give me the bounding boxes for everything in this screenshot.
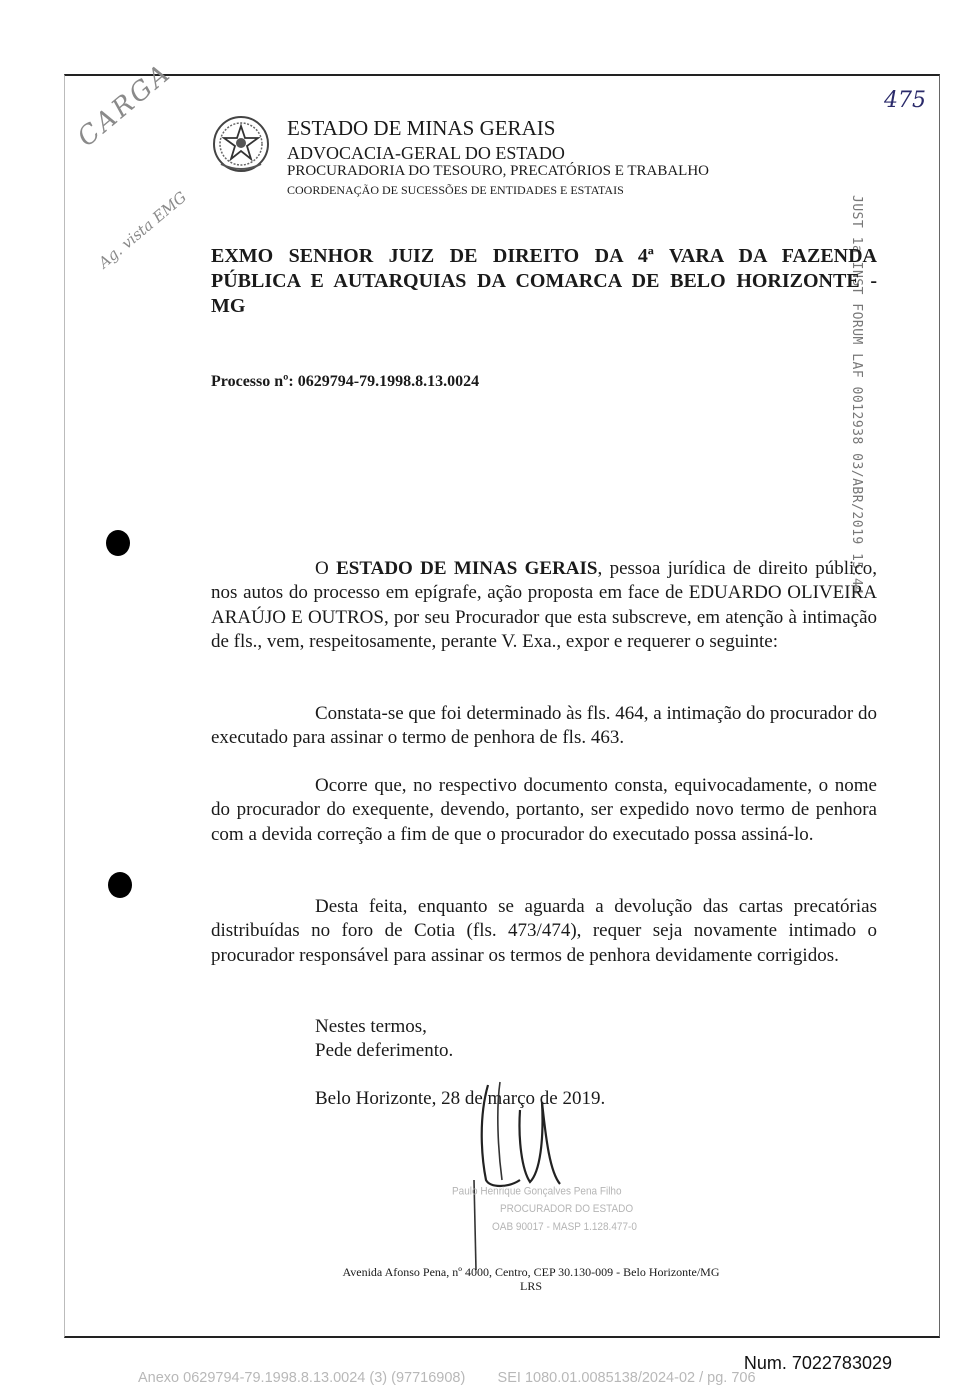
handwritten-vista: Ag. vista EMG: [95, 187, 191, 272]
intro-party: ESTADO DE MINAS GERAIS: [336, 558, 598, 579]
addressee-line2: PÚBLICA E AUTARQUIAS DA COMARCA DE BELO HORIZONTE -: [211, 270, 877, 292]
handwritten-page-number: 475: [884, 88, 926, 113]
signature-icon: [460, 1080, 600, 1270]
header-agency: ADVOCACIA-GERAL DO ESTADO: [287, 143, 565, 163]
signer-registration: OAB 90017 - MASP 1.128.477-0: [492, 1221, 637, 1234]
intro-rest: , pessoa jurídica de direito público, nos autos do processo em epígrafe, ação proposta em face de EDUARDO OLIVEIRA ARAÚJO E OUTROS, por seu Procurador que esta subscreve, em atenção à intimação de fls., vem, respeitosamente, perante V. Exa., expor e requerer o seguinte:: [211, 558, 877, 653]
header-department: PROCURADORIA DO TESOURO, PRECATÓRIOS E TRABALHO: [287, 163, 709, 179]
addressee: [211, 244, 877, 319]
header-coordination: COORDENAÇÃO DE SUCESSÕES DE ENTIDADES E ESTATAIS: [287, 183, 624, 197]
punch-hole: [106, 530, 130, 556]
punch-hole: [108, 872, 132, 898]
header-state: ESTADO DE MINAS GERAIS: [287, 116, 556, 140]
date-line: Belo Horizonte, 28 de março de 2019.: [315, 1088, 606, 1109]
closing-line1: Nestes termos,: [315, 1016, 427, 1037]
footer-address: Avenida Afonso Pena, nº 4000, Centro, CEP 30.130-009 - Belo Horizonte/MG: [342, 1265, 720, 1279]
document-id: Num. 7022783029: [743, 1353, 892, 1373]
process-number: Processo nº: 0629794-79.1998.8.13.0024: [211, 373, 480, 390]
addressee-line3: MG: [211, 295, 246, 317]
signer-name: Paulo Henrique Gonçalves Pena Filho: [452, 1185, 622, 1198]
signer-title: PROCURADOR DO ESTADO: [500, 1203, 634, 1216]
paragraph-intro: [211, 557, 877, 655]
signature-stamp: [452, 1184, 637, 1237]
closing-line2: Pede deferimento.: [315, 1040, 454, 1062]
closing: [315, 1015, 715, 1064]
addressee-line1: EXMO SENHOR JUIZ DE DIREITO DA 4ª VARA DA FAZENDA: [211, 245, 877, 267]
footer-initials: LRS: [519, 1279, 542, 1293]
paragraph-2: [211, 702, 877, 751]
protocol-stamp: JUST 1a INST FORUM LAF 0012938 03/ABR/2019 15:44: [849, 195, 864, 595]
intro-lead: O: [315, 558, 337, 579]
paragraph-4-text: Desta feita, enquanto se aguarda a devolução das cartas precatórias distribuídas no foro de Cotia (fls. 473/474), requer seja novamente intimado o procurador responsável para assinar os termos de penhora devidamente corrigidos.: [211, 896, 877, 966]
paragraph-4: [211, 895, 877, 968]
footer-address-block: [0, 1265, 970, 1293]
paragraph-3: [211, 774, 877, 847]
paragraph-3-text: Ocorre que, no respectivo documento consta, equivocadamente, o nome do procurador do exequente, devendo, portanto, ser expedido novo termo de penhora com a devida correção a fim de que o procurador do executado possa assiná-lo.: [211, 775, 877, 845]
coat-of-arms-icon: [211, 114, 271, 174]
annex-reference: Anexo 0629794-79.1998.8.13.0024 (3) (97716908) SEI 1080.01.0085138/2024-02 / pg. 706: [138, 1370, 756, 1386]
handwritten-carga: CARGA: [72, 57, 178, 153]
paragraph-2-text: Constata-se que foi determinado às fls. 464, a intimação do procurador do executado para assinar o termo de penhora de fls. 463.: [211, 703, 877, 749]
